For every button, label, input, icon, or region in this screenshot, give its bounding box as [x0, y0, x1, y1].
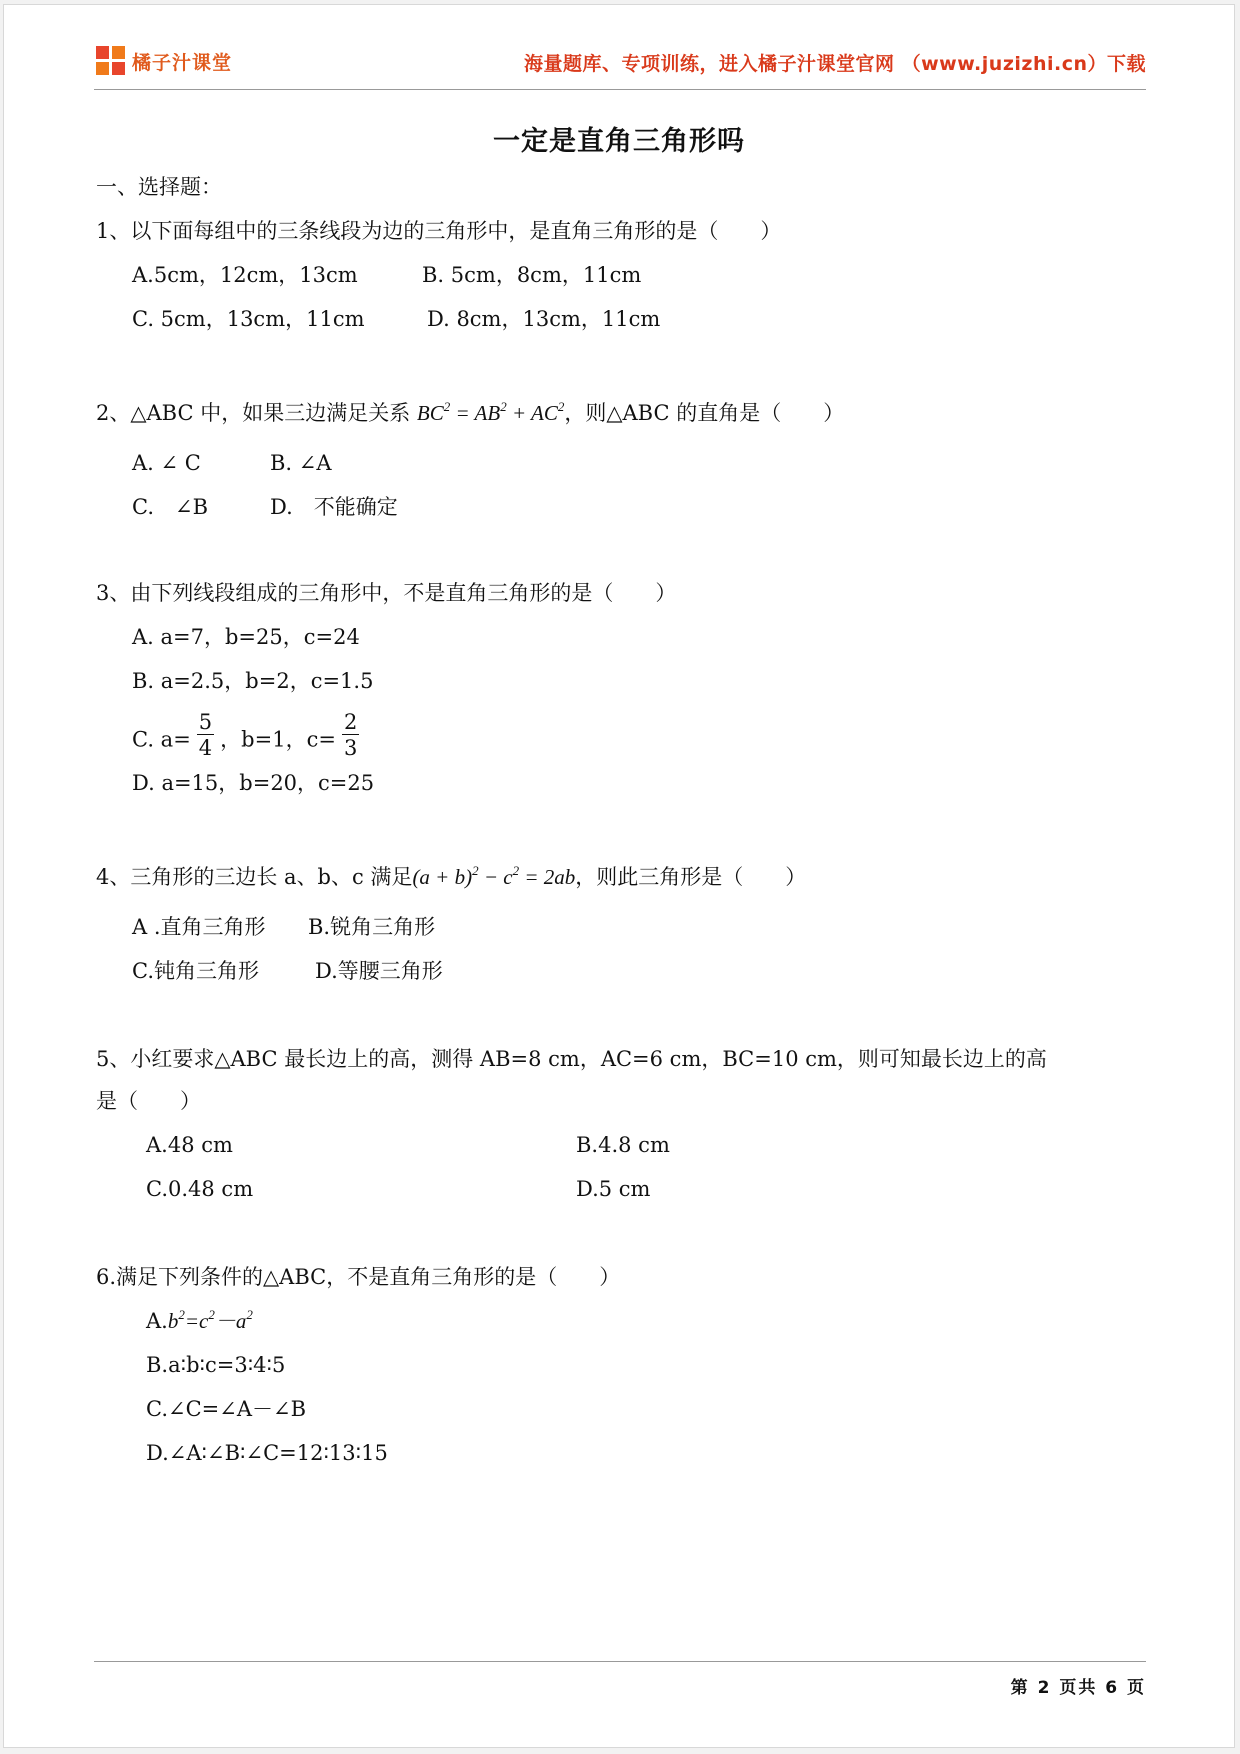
- q2-option-d: D. 不能确定: [270, 495, 398, 519]
- q4-stem-pre: 4、三角形的三边长 a、b、c 满足: [96, 865, 413, 889]
- q3-fraction-a: $\frac{5}{4}$: [198, 710, 213, 760]
- q4-option-a: A .直角三角形: [132, 915, 266, 939]
- q2-formula: $BC^2 = AB^2 + AC^2$: [416, 399, 565, 425]
- q6-option-c: C.∠C=∠A－∠B: [146, 1397, 307, 1421]
- logo-text: 橘子汁课堂: [132, 51, 233, 74]
- document-title: 一定是直角三角形吗: [493, 126, 745, 157]
- q2-stem: [96, 401, 844, 425]
- q1-option-a: A.5cm，12cm，13cm: [132, 263, 358, 287]
- q3-option-c-label: C. a=: [132, 727, 191, 752]
- q4-option-b: B.锐角三角形: [308, 915, 436, 939]
- q6-option-d: D.∠A∶∠B∶∠C=12∶13∶15: [146, 1441, 388, 1465]
- header-slogan: 海量题库、专项训练，进入橘子汁课堂官网 （www.juzizhi.cn）下载: [524, 53, 1146, 75]
- q2-stem-pre: 2、△ABC 中，如果三边满足关系: [96, 401, 417, 425]
- q6-option-b: B.a∶b∶c=3∶4∶5: [146, 1353, 286, 1377]
- q3-stem: 3、由下列线段组成的三角形中，不是直角三角形的是（ ）: [96, 581, 677, 605]
- q4-option-d: D.等腰三角形: [315, 959, 443, 983]
- q5-stem-line2: 是（ ）: [96, 1089, 201, 1113]
- q3-option-d: D. a=15，b=20，c=25: [132, 771, 375, 795]
- logo-mark-icon: [96, 46, 126, 76]
- document-page: [3, 4, 1235, 1748]
- q4-option-c: C.钝角三角形: [132, 959, 259, 983]
- q2-option-c: C. ∠B: [132, 495, 209, 519]
- q2-option-b: B. ∠A: [270, 451, 332, 475]
- q5-option-c: C.0.48 cm: [146, 1177, 254, 1201]
- q3-fraction-c: $\frac{2}{3}$: [343, 710, 358, 760]
- q3-option-a: A. a=7，b=25，c=24: [132, 625, 360, 649]
- q6-option-a-formula: $b^2=c^2-a^2$: [167, 1307, 253, 1333]
- q1-option-c: C. 5cm，13cm，11cm: [132, 307, 365, 331]
- q6-stem: 6.满足下列条件的△ABC，不是直角三角形的是（ ）: [96, 1265, 621, 1289]
- q4-stem: [96, 865, 806, 889]
- brand-logo: [96, 45, 232, 77]
- q2-options-row1: [132, 451, 332, 475]
- page-header: [4, 5, 1234, 95]
- q3-option-c: [132, 710, 365, 765]
- q1-options-row1: [132, 263, 641, 287]
- q5-stem-line1: 5、小红要求△ABC 最长边上的高，测得 AB=8 cm，AC=6 cm，BC=10 cm，则可知最长边上的高: [96, 1047, 1047, 1071]
- q5-option-b: B.4.8 cm: [576, 1133, 670, 1157]
- q1-option-d: D. 8cm，13cm，11cm: [427, 307, 661, 331]
- header-divider: [94, 89, 1146, 90]
- q5-option-a: A.48 cm: [146, 1133, 233, 1157]
- q1-option-b: B. 5cm，8cm，11cm: [422, 263, 642, 287]
- q4-stem-post: ，则此三角形是（ ）: [575, 865, 807, 889]
- q4-options-row2: [132, 959, 443, 983]
- q2-options-row2: [132, 495, 398, 519]
- footer-divider: [94, 1661, 1146, 1662]
- q3-option-c-mid: ，b=1，c=: [220, 727, 336, 752]
- q4-formula: $(a + b)^2 - c^2 = 2ab$: [412, 863, 576, 889]
- q1-stem: 1、以下面每组中的三条线段为边的三角形中，是直角三角形的是（ ）: [96, 219, 782, 243]
- q4-options-row1: [132, 915, 435, 939]
- page-number: 第 2 页共 6 页: [1010, 1678, 1146, 1698]
- q2-stem-post: ，则△ABC 的直角是（ ）: [564, 401, 845, 425]
- q2-option-a: A. ∠ C: [132, 451, 201, 475]
- q6-option-a: [146, 1309, 253, 1333]
- q6-option-a-label: A.: [146, 1309, 168, 1333]
- q1-options-row2: [132, 307, 660, 331]
- section-heading: 一、选择题：: [96, 175, 222, 199]
- q5-option-d: D.5 cm: [576, 1177, 651, 1201]
- q3-option-b: B. a=2.5，b=2，c=1.5: [132, 669, 374, 693]
